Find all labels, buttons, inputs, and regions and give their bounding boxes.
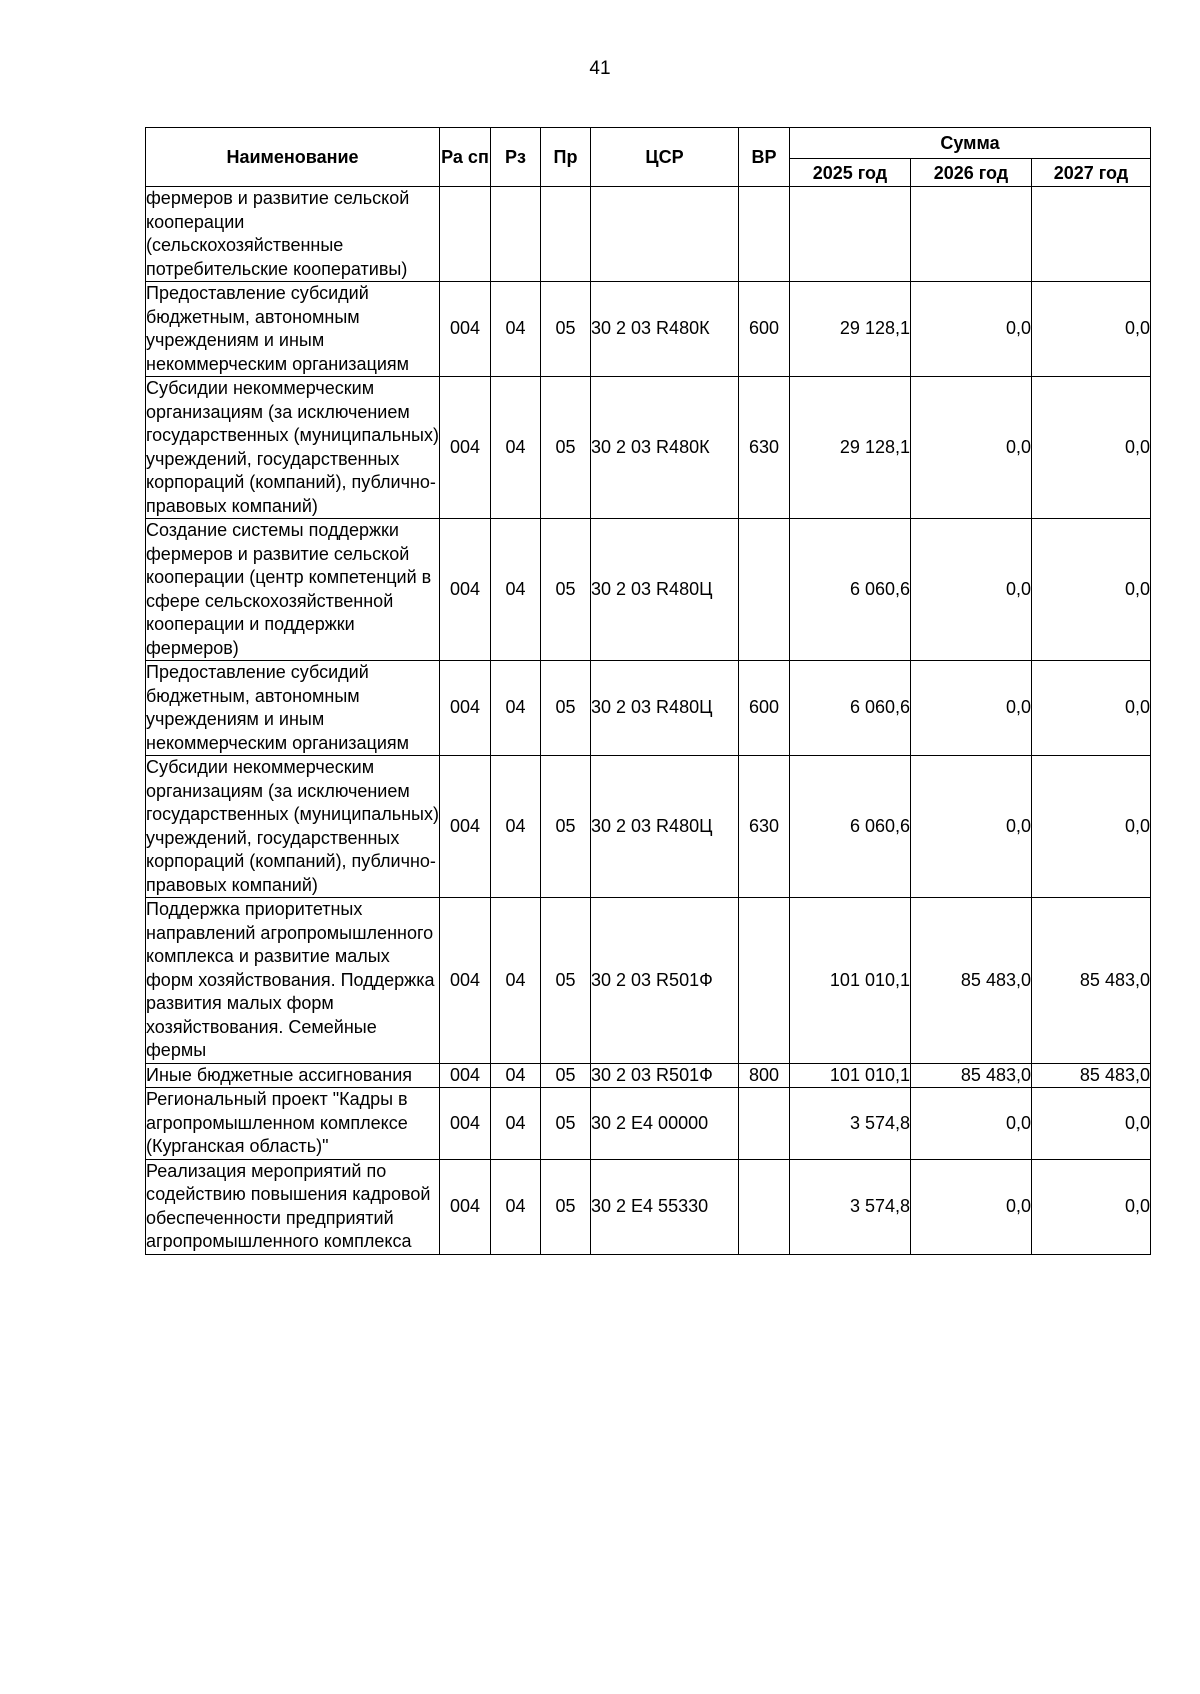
row-sum-2027: 0,0 xyxy=(1032,282,1151,377)
row-vr xyxy=(739,519,790,661)
row-rasp: 004 xyxy=(440,1063,491,1088)
row-csr: 30 2 03 R480Ц xyxy=(591,661,739,756)
row-sum-2025: 6 060,6 xyxy=(790,661,911,756)
row-sum-2027: 0,0 xyxy=(1032,519,1151,661)
header-rasp: Ра сп xyxy=(440,128,491,187)
row-rasp: 004 xyxy=(440,1159,491,1254)
row-csr: 30 2 Е4 00000 xyxy=(591,1088,739,1160)
row-vr xyxy=(739,898,790,1064)
row-sum-2027 xyxy=(1032,187,1151,282)
header-rz: Рз xyxy=(491,128,541,187)
row-vr: 600 xyxy=(739,282,790,377)
row-sum-2026 xyxy=(911,187,1032,282)
row-sum-2027: 0,0 xyxy=(1032,661,1151,756)
row-rasp: 004 xyxy=(440,898,491,1064)
row-rasp: 004 xyxy=(440,661,491,756)
header-year-2026: 2026 год xyxy=(911,159,1032,187)
row-rz: 04 xyxy=(491,898,541,1064)
row-sum-2027: 0,0 xyxy=(1032,756,1151,898)
header-vr: ВР xyxy=(739,128,790,187)
row-name: Иные бюджетные ассигнования xyxy=(146,1063,440,1088)
row-pr: 05 xyxy=(541,377,591,519)
table-row xyxy=(146,187,1151,282)
table-row xyxy=(146,282,1151,377)
row-pr: 05 xyxy=(541,756,591,898)
row-pr: 05 xyxy=(541,898,591,1064)
row-vr: 600 xyxy=(739,661,790,756)
row-pr: 05 xyxy=(541,661,591,756)
header-summa: Сумма xyxy=(790,128,1151,159)
row-csr xyxy=(591,187,739,282)
row-rasp: 004 xyxy=(440,1088,491,1160)
row-rz: 04 xyxy=(491,377,541,519)
row-csr: 30 2 03 R480К xyxy=(591,377,739,519)
table-body xyxy=(146,187,1151,1255)
row-sum-2025: 3 574,8 xyxy=(790,1159,911,1254)
header-name: Наименование xyxy=(146,128,440,187)
row-csr: 30 2 Е4 55330 xyxy=(591,1159,739,1254)
row-sum-2026: 0,0 xyxy=(911,1159,1032,1254)
row-pr: 05 xyxy=(541,519,591,661)
row-rz: 04 xyxy=(491,519,541,661)
row-pr: 05 xyxy=(541,282,591,377)
budget-table xyxy=(145,127,1151,1255)
row-sum-2026: 0,0 xyxy=(911,661,1032,756)
row-name: Субсидии некоммерческим организациям (за исключением государственных (муниципальных) учреждений, государственных корпораций (компаний), публично-правовых компаний) xyxy=(146,377,440,519)
row-rasp xyxy=(440,187,491,282)
row-sum-2026: 0,0 xyxy=(911,282,1032,377)
row-name: Региональный проект "Кадры в агропромышленном комплексе (Курганская область)" xyxy=(146,1088,440,1160)
row-vr: 630 xyxy=(739,377,790,519)
row-pr xyxy=(541,187,591,282)
table-header xyxy=(146,128,1151,187)
row-sum-2027: 0,0 xyxy=(1032,377,1151,519)
row-name: Поддержка приоритетных направлений агропромышленного комплекса и развитие малых форм хозяйствования. Поддержка развития малых форм хозяйствования. Семейные фермы xyxy=(146,898,440,1064)
row-sum-2026: 85 483,0 xyxy=(911,898,1032,1064)
table-row xyxy=(146,756,1151,898)
table-row xyxy=(146,519,1151,661)
row-sum-2027: 85 483,0 xyxy=(1032,1063,1151,1088)
row-sum-2026: 0,0 xyxy=(911,1088,1032,1160)
row-rz: 04 xyxy=(491,1063,541,1088)
row-sum-2026: 0,0 xyxy=(911,756,1032,898)
row-sum-2027: 85 483,0 xyxy=(1032,898,1151,1064)
row-sum-2025: 29 128,1 xyxy=(790,377,911,519)
row-name: Субсидии некоммерческим организациям (за исключением государственных (муниципальных) учреждений, государственных корпораций (компаний), публично-правовых компаний) xyxy=(146,756,440,898)
row-csr: 30 2 03 R480Ц xyxy=(591,756,739,898)
row-csr: 30 2 03 R480Ц xyxy=(591,519,739,661)
row-sum-2027: 0,0 xyxy=(1032,1159,1151,1254)
row-rz: 04 xyxy=(491,756,541,898)
row-name: фермеров и развитие сельской кооперации (сельскохозяйственные потребительские кооперативы) xyxy=(146,187,440,282)
row-csr: 30 2 03 R480К xyxy=(591,282,739,377)
row-vr: 800 xyxy=(739,1063,790,1088)
row-rz: 04 xyxy=(491,1088,541,1160)
row-name: Реализация мероприятий по содействию повышения кадровой обеспеченности предприятий агропромышленного комплекса xyxy=(146,1159,440,1254)
header-year-2025: 2025 год xyxy=(790,159,911,187)
row-sum-2026: 0,0 xyxy=(911,519,1032,661)
row-pr: 05 xyxy=(541,1159,591,1254)
header-pr: Пр xyxy=(541,128,591,187)
row-sum-2025: 3 574,8 xyxy=(790,1088,911,1160)
table-row xyxy=(146,661,1151,756)
page-number: 41 xyxy=(589,58,611,79)
row-name: Создание системы поддержки фермеров и развитие сельской кооперации (центр компетенций в сфере сельскохозяйственной кооперации и поддержки фермеров) xyxy=(146,519,440,661)
row-csr: 30 2 03 R501Ф xyxy=(591,898,739,1064)
row-rz: 04 xyxy=(491,1159,541,1254)
row-pr: 05 xyxy=(541,1063,591,1088)
row-name: Предоставление субсидий бюджетным, автономным учреждениям и иным некоммерческим организациям xyxy=(146,661,440,756)
row-rz: 04 xyxy=(491,661,541,756)
row-sum-2027: 0,0 xyxy=(1032,1088,1151,1160)
row-csr: 30 2 03 R501Ф xyxy=(591,1063,739,1088)
row-rz xyxy=(491,187,541,282)
header-csr: ЦСР xyxy=(591,128,739,187)
table-row xyxy=(146,377,1151,519)
row-rasp: 004 xyxy=(440,756,491,898)
row-sum-2025: 6 060,6 xyxy=(790,756,911,898)
row-sum-2025: 101 010,1 xyxy=(790,898,911,1064)
row-vr xyxy=(739,1088,790,1160)
table-row xyxy=(146,1088,1151,1160)
table-row xyxy=(146,1159,1151,1254)
row-rasp: 004 xyxy=(440,519,491,661)
row-rasp: 004 xyxy=(440,377,491,519)
row-sum-2025 xyxy=(790,187,911,282)
row-sum-2025: 101 010,1 xyxy=(790,1063,911,1088)
row-rz: 04 xyxy=(491,282,541,377)
header-year-2027: 2027 год xyxy=(1032,159,1151,187)
row-pr: 05 xyxy=(541,1088,591,1160)
row-rasp: 004 xyxy=(440,282,491,377)
row-vr xyxy=(739,1159,790,1254)
row-sum-2026: 0,0 xyxy=(911,377,1032,519)
row-vr: 630 xyxy=(739,756,790,898)
table-row xyxy=(146,898,1151,1064)
row-sum-2025: 29 128,1 xyxy=(790,282,911,377)
row-sum-2025: 6 060,6 xyxy=(790,519,911,661)
row-vr xyxy=(739,187,790,282)
row-name: Предоставление субсидий бюджетным, автономным учреждениям и иным некоммерческим организациям xyxy=(146,282,440,377)
table-row xyxy=(146,1063,1151,1088)
row-sum-2026: 85 483,0 xyxy=(911,1063,1032,1088)
